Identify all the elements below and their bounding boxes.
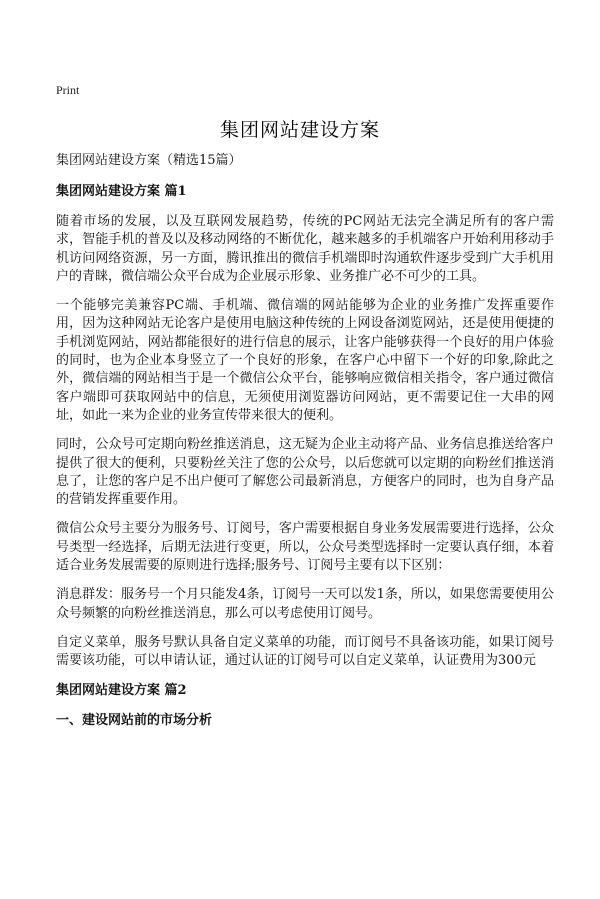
page-title: 集团网站建设方案 — [219, 119, 380, 141]
print-label: Print — [56, 83, 80, 97]
section-heading-1: 集团网站建设方案 篇1 — [56, 184, 187, 199]
paragraph: 同时，公众号可定期向粉丝推送消息，这无疑为企业主动将产品、业务信息推送给客户提供了很大的便利，只要粉丝关注了您的公众号，以后您就可以定期的向粉丝们推送消息了，让您的客户足不出户便可了解您公司最新消息，方便客户的同时，也为自身产品的营销发挥重要作用。 — [56, 437, 554, 508]
document-subtitle: 集团网站建设方案（精选15篇） — [56, 153, 242, 168]
paragraph: 微信公众号主要分为服务号、订阅号，客户需要根据自身业务发展需要进行选择，公众号类型一经选择，后期无法进行变更，所以，公众号类型选择时一定要认真仔细，本着适合业务发展需要的原则进行选择;服务号、订阅号主要有以下区别： — [56, 521, 554, 574]
paragraph: 随着市场的发展，以及互联网发展趋势，传统的PC网站无法完全满足所有的客户需求，智能手机的普及以及移动网络的不断优化，越来越多的手机端客户开始利用移动手机访问网络资源，另一方面，腾讯推出的微信手机端即时沟通软件逐步受到广大手机用户的青睐，微信端公众平台成为企业展示形象、业务推广必不可少的工具。 — [56, 214, 554, 284]
paragraph: 消息群发：服务号一个月只能发4条，订阅号一天可以发1条，所以，如果您需要使用公众号频繁的向粉丝推送消息，那么可以考虑使用订阅号。 — [56, 587, 554, 621]
paragraph: 一个能够完美兼容PC端、手机端、微信端的网站能够为企业的业务推广发挥重要作用，因为这种网站无论客户是使用电脑这种传统的上网设备浏览网站，还是使用便捷的手机浏览网站，网站都能很好的进行信息的展示，让客户能够获得一个良好的用户体验的同时，也为企业本身竖立了一个良好的形象，在客户心中留下一个好的印象,除此之外，微信端的网站相当于是一个微信公众平台，能够响应微信相关指令，客户通过微信客户端即可获取网站中的信息，无须使用浏览器访问网站，更不需要记住一大串的网址，如此一来为企业的业务宣传带来很大的便利。 — [56, 298, 554, 423]
subsection-heading: 一、建设网站前的市场分析 — [56, 712, 213, 728]
document-body — [56, 152, 554, 742]
paragraph: 自定义菜单，服务号默认具备自定义菜单的功能，而订阅号不具备该功能，如果订阅号需要该功能，可以申请认证，通过认证的订阅号可以自定义菜单，认证费用为300元 — [56, 634, 554, 669]
section-heading-2: 集团网站建设方案 篇2 — [56, 682, 187, 698]
